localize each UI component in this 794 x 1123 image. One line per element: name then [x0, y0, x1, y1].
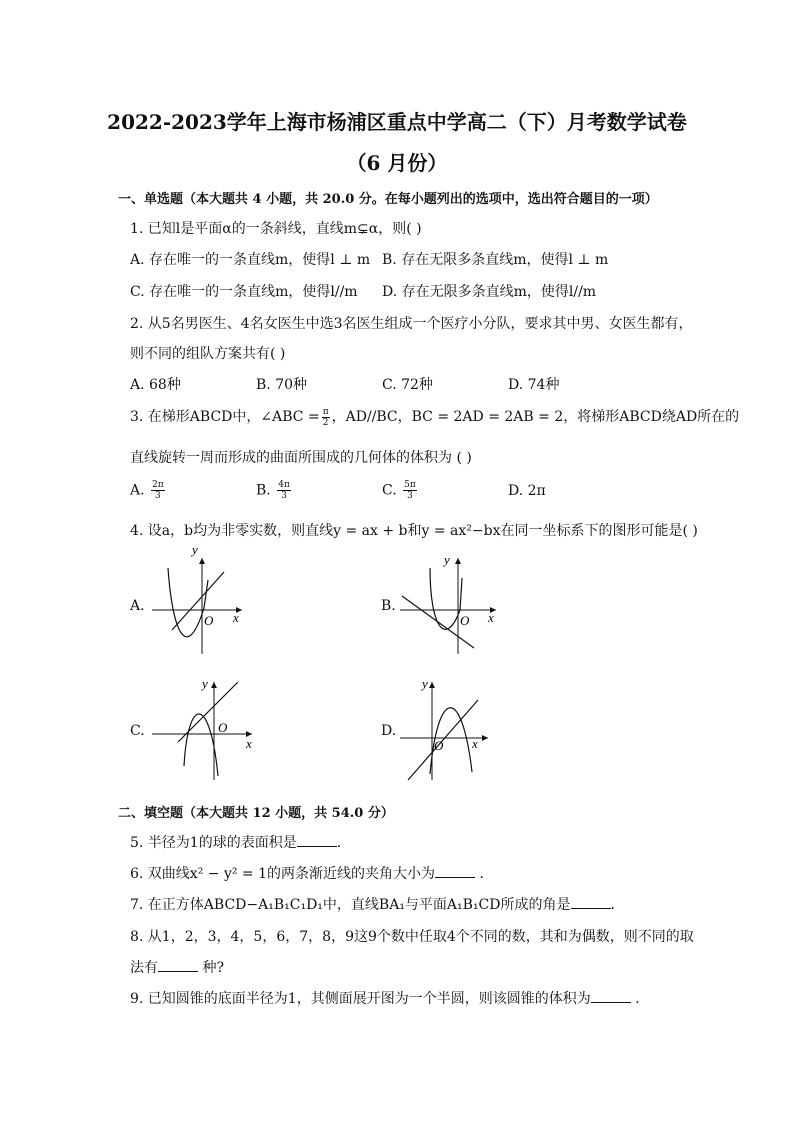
q2-option-a: A. 68种 [130, 377, 181, 393]
q3-c-den: 3 [407, 491, 413, 501]
origin-label: O [218, 720, 228, 735]
q4-stem: 4. 设a，b均为非零实数，则直线y = ax + b和y = ax²−bx在同一坐标系下的图形可能是( ) [130, 523, 698, 539]
origin-label: O [434, 738, 444, 753]
section2-heading: 二、填空题（本大题共 12 小题，共 54.0 分） [118, 806, 394, 821]
q6 [130, 863, 484, 883]
y-label: y [202, 676, 208, 691]
x-label: x [246, 736, 252, 751]
origin-label: O [204, 613, 214, 628]
q3-option-c [382, 480, 419, 501]
q3-stem-pre: 3. 在梯形ABCD中，∠ABC = [130, 409, 320, 425]
q6-text: 6. 双曲线x² − y² = 1的两条渐近线的夹角大小为 [130, 866, 436, 882]
y-axis-arrow [211, 682, 217, 688]
q5-end: . [336, 835, 342, 851]
q3-c-label: C. [382, 482, 397, 499]
straight-line [172, 572, 224, 630]
straight-line [178, 682, 238, 742]
q5-text: 5. 半径为1的球的表面积是 [130, 835, 297, 851]
x-label: x [233, 610, 239, 625]
section1-heading: 一、单选题（本大题共 4 小题，共 20.0 分。在每小题列出的选项中，选出符合题目的一项） [118, 192, 658, 207]
exam-title: 2022-2023学年上海市杨浦区重点中学高二（下）月考数学试卷 [107, 110, 687, 134]
q1-stem: 1. 已知l是平面α的一条斜线，直线m⊊α，则( ) [130, 221, 422, 237]
q7 [130, 894, 615, 914]
q3-c-num: 5π [404, 480, 416, 490]
parabola-curve [184, 714, 218, 776]
q3-stem-post: ，AD//BC，BC = 2AD = 2AB = 2，将梯形ABCD绕AD所在的 [331, 409, 740, 425]
x-label: x [488, 610, 494, 625]
q3-b-label: B. [256, 482, 271, 499]
q7-answer-blank[interactable] [571, 896, 611, 909]
y-axis-arrow [429, 682, 435, 688]
q4-graph-a [148, 548, 248, 658]
q3-option-d: D. 2π [508, 483, 546, 499]
q7-text: 7. 在正方体ABCD−A₁B₁C₁D₁中，直线BA₁与平面A₁B₁CD所成的角是 [130, 897, 571, 913]
q3-b-num: 4π [278, 480, 290, 490]
q3-b-fraction [277, 480, 291, 501]
q9 [130, 988, 640, 1008]
q4-option-b-label: B. [381, 598, 396, 614]
q9-answer-blank[interactable] [591, 990, 631, 1003]
q3-c-fraction [403, 480, 417, 501]
q1-option-d: D. 存在无限多条直线m，使得l//m [382, 284, 597, 300]
q4-graph-b [396, 548, 506, 658]
q9-text: 9. 已知圆锥的底面半径为1，其侧面展开图为一个半圆，则该圆锥的体积为 [130, 991, 591, 1007]
q8-line1: 8. 从1，2，3，4，5，6，7，8，9这9个数中任取4个不同的数，其和为偶数，则不同的取 [130, 929, 694, 945]
q8-text: 法有 [130, 960, 158, 976]
y-label: y [192, 548, 198, 557]
q8-end: 种? [198, 960, 224, 976]
q3-frac-num: π [322, 406, 329, 417]
q1-option-b: B. 存在无限多条直线m，使得l ⊥ m [382, 252, 609, 268]
y-axis-arrow [455, 558, 461, 564]
x-label: x [472, 736, 478, 751]
q3-option-a [130, 480, 167, 501]
q4-option-c-label: C. [130, 723, 145, 739]
q2-option-c: C. 72种 [382, 377, 433, 393]
q3-a-label: A. [130, 482, 145, 499]
q4-graph-d [396, 676, 496, 786]
q4-option-d-label: D. [381, 723, 397, 739]
q3-a-den: 3 [154, 491, 161, 501]
q3-stem-line2: 直线旋转一周而形成的曲面所围成的几何体的体积为 ( ) [130, 450, 472, 466]
q5-answer-blank[interactable] [297, 834, 337, 847]
q3-a-num: 2π [152, 480, 164, 490]
q6-end: . [475, 866, 484, 882]
q6-answer-blank[interactable] [435, 865, 475, 878]
q5 [130, 832, 341, 852]
q1-option-c: C. 存在唯一的一条直线m，使得l//m [130, 284, 358, 300]
q3-frac-den: 2 [322, 417, 329, 428]
q2-stem-line2: 则不同的组队方案共有( ) [130, 346, 286, 362]
q4-option-a-label: A. [130, 598, 145, 614]
x-axis-arrow [482, 735, 488, 741]
q3-a-fraction [151, 480, 165, 501]
q8-answer-blank[interactable] [158, 959, 198, 972]
y-label: y [422, 676, 428, 691]
q3-b-den: 3 [281, 491, 287, 501]
y-axis-arrow [199, 558, 205, 564]
exam-subtitle: （6 月份） [346, 151, 448, 175]
q9-end: . [630, 991, 640, 1007]
y-label: y [444, 552, 450, 567]
q1-option-a: A. 存在唯一的一条直线m，使得l ⊥ m [130, 252, 371, 268]
q7-end: . [610, 897, 615, 913]
q4-graph-c [148, 676, 258, 786]
q3-angle-fraction [322, 407, 330, 428]
q3-option-b [256, 480, 293, 501]
q8-line2 [130, 957, 224, 977]
origin-label: O [460, 613, 470, 628]
q2-option-d: D. 74种 [508, 377, 560, 393]
q2-option-b: B. 70种 [256, 377, 308, 393]
q2-stem-line1: 2. 从5名男医生、4名女医生中选3名医生组成一个医疗小分队，要求其中男、女医生都有， [130, 316, 693, 332]
q3-stem-line1 [130, 406, 739, 428]
